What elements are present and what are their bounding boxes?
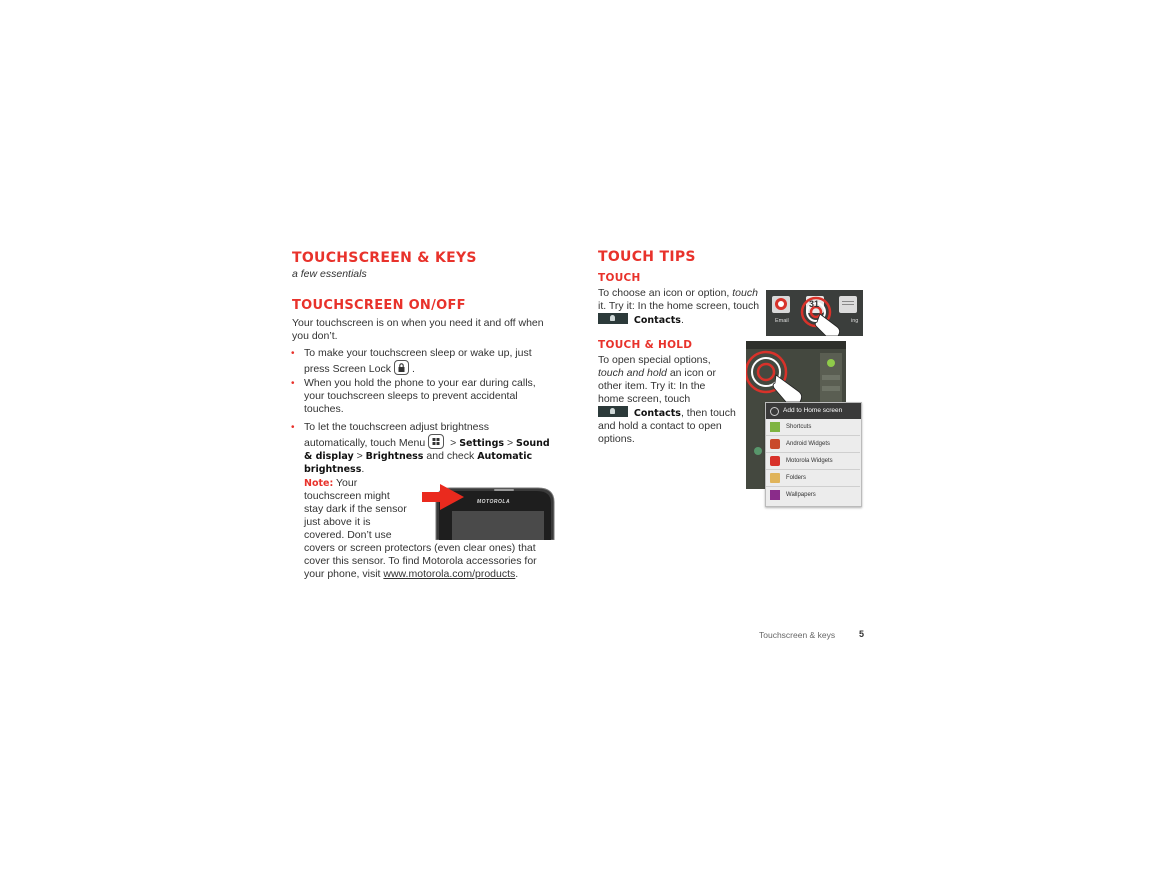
bullet-dot: •: [291, 422, 295, 433]
menu-key-icon: [428, 434, 444, 449]
add-icon: [770, 407, 779, 416]
hold-line: [598, 406, 736, 420]
section-title-touchscreen-onoff: TOUCHSCREEN ON/OFF: [292, 298, 466, 313]
contacts-icon: [598, 406, 628, 417]
menu-header-title: Add to Home screen: [783, 407, 843, 414]
bullet-line: [304, 434, 564, 450]
intro-line: Your touchscreen is on when you need it and off when: [292, 317, 544, 329]
phone-sensor-illustration: [420, 484, 556, 540]
bullet-line: To make your touchscreen sleep or wake up, just: [304, 347, 532, 359]
page-title: TOUCHSCREEN & KEYS: [292, 250, 477, 266]
page-subtitle: a few essentials: [292, 268, 367, 280]
touch-screenshot: [766, 290, 863, 336]
shortcuts-icon: [770, 422, 780, 432]
menu-item-label: Motorola Widgets: [786, 458, 833, 464]
hold-text: an icon or: [669, 367, 716, 379]
bullet-item: [291, 347, 564, 376]
bullet-item: [291, 377, 564, 416]
automatic-label: Automatic: [477, 451, 533, 462]
path-separator: >: [450, 437, 457, 449]
bullet-text: press Screen Lock: [304, 363, 391, 375]
hold-line: other item. Try it: In the: [598, 380, 706, 392]
bullet-line: your touchscreen sleeps to prevent accidental: [304, 390, 518, 402]
touch-text: To choose an icon or option,: [598, 287, 730, 299]
period: .: [515, 568, 519, 580]
note-label: Note:: [304, 478, 334, 489]
add-to-home-menu: [765, 402, 862, 507]
intro-paragraph: [292, 317, 544, 343]
bullet-line: When you hold the phone to your ear during calls,: [304, 377, 536, 389]
phone-brand-logo: MOTOROLA: [477, 499, 511, 505]
bullet-dot: •: [291, 378, 295, 389]
note-line: covers or screen protectors (even clear ones) that: [304, 542, 536, 554]
note-line: stay dark if the sensor: [304, 503, 407, 515]
menu-item-folders[interactable]: [766, 470, 860, 487]
bullet-text: and check: [426, 450, 475, 462]
touch-line: [598, 287, 759, 300]
bullet-line: [304, 360, 564, 376]
menu-item-shortcuts[interactable]: [766, 419, 860, 436]
intro-line: you don’t.: [292, 330, 338, 342]
bullet-line: touches.: [304, 403, 344, 415]
bullet-line: [304, 450, 564, 463]
automatic-brightness-label: brightness: [304, 464, 362, 475]
display-label: & display: [304, 451, 354, 462]
brightness-label: Brightness: [365, 451, 424, 462]
note-line: cover this sensor. To find Motorola accessories for: [304, 555, 537, 567]
motorola-products-link[interactable]: www.motorola.com/products: [383, 568, 516, 580]
settings-label: Settings: [459, 438, 505, 449]
note-text: Your: [336, 477, 358, 489]
android-widgets-icon: [770, 439, 780, 449]
contacts-label: Contacts: [633, 408, 681, 419]
menu-item-motorola-widgets[interactable]: [766, 453, 860, 470]
subsection-title-touch-hold: TOUCH & HOLD: [598, 339, 693, 351]
note-line: covered. Don’t use: [304, 529, 392, 541]
wallpapers-icon: [770, 490, 780, 500]
messaging-app-label: ing: [851, 318, 859, 324]
footer-section-label: Touchscreen & keys: [759, 630, 836, 640]
hold-line: [598, 367, 736, 380]
path-separator: >: [506, 437, 514, 449]
note-text: your phone, visit: [304, 568, 381, 580]
period: .: [680, 314, 684, 326]
hold-line: home screen, touch: [598, 393, 691, 405]
hold-line: and hold a contact to open: [598, 420, 722, 432]
bullet-text: automatically, touch Menu: [304, 437, 426, 449]
contacts-icon: [598, 313, 628, 324]
menu-item-label: Shortcuts: [786, 424, 812, 430]
bullet-line: To let the touchscreen adjust brightness: [304, 421, 490, 433]
motorola-widgets-icon: [770, 456, 780, 466]
path-separator: >: [356, 450, 363, 462]
menu-item-label: Wallpapers: [786, 492, 816, 498]
bullet-line: [304, 463, 564, 476]
sound-label: Sound: [516, 438, 550, 449]
screen-lock-key-icon: [394, 360, 409, 375]
section-title-touch-tips: TOUCH TIPS: [598, 249, 696, 265]
touch-paragraph: [598, 287, 759, 327]
email-app-label: Email: [775, 318, 789, 324]
period: .: [361, 463, 365, 475]
touch-line: it. Try it: In the home screen, touch: [598, 300, 760, 312]
menu-item-label: Android Widgets: [786, 441, 831, 447]
note-line: touchscreen might: [304, 490, 390, 502]
menu-header: [766, 403, 861, 419]
menu-item-wallpapers[interactable]: [766, 487, 860, 503]
menu-item-android-widgets[interactable]: [766, 436, 860, 453]
contacts-label: Contacts: [633, 315, 681, 326]
note-line: just above it is: [304, 516, 371, 528]
menu-item-label: Folders: [786, 475, 807, 481]
hold-line: To open special options,: [598, 354, 711, 366]
hold-text: , then touch: [680, 407, 736, 419]
period: .: [411, 363, 415, 375]
touch-line: [598, 313, 759, 327]
calendar-app-icon: 31: [809, 299, 820, 309]
touch-hold-paragraph: [598, 354, 736, 446]
page-number: 5: [859, 629, 865, 639]
bullet-dot: •: [291, 348, 295, 359]
hold-emphasis: touch and hold: [598, 367, 667, 379]
hold-line: options.: [598, 433, 635, 445]
folder-icon: [770, 473, 780, 483]
touch-emphasis: touch: [732, 287, 758, 299]
note-line: [304, 568, 537, 581]
bullet-item: [291, 421, 564, 476]
subsection-title-touch: TOUCH: [598, 272, 641, 284]
